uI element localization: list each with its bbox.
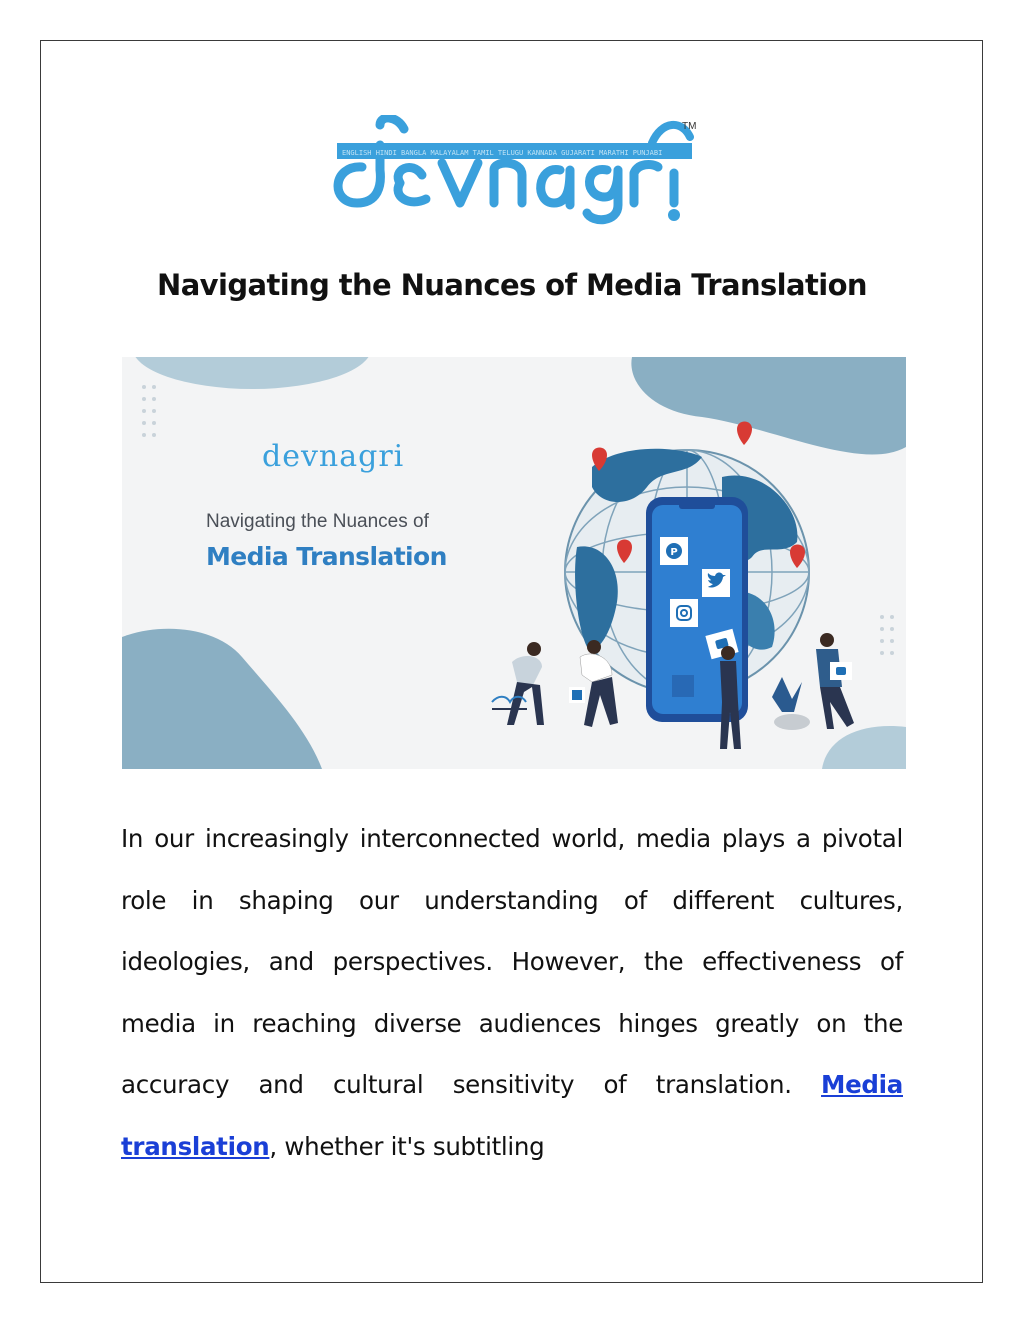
instagram-icon — [670, 599, 698, 627]
banner-headline: Media Translation — [206, 542, 447, 571]
facebook-icon — [569, 687, 585, 703]
trademark-mark: TM — [682, 121, 697, 132]
svg-text:ENGLISH HINDI BANGLA MALAYA: ENGLISH HINDI BANGLA MALAYALAM TAMIL TELUGU KANNADA GUJARATI MARATHI PUNJABI — [342, 149, 663, 157]
page-title: Navigating the Nuances of Media Translation — [157, 268, 867, 302]
body-text-after-link: , whether it's subtitling — [269, 1131, 545, 1161]
body-paragraph — [121, 808, 903, 1177]
devnagri-logo — [322, 115, 707, 230]
body-text-before-link: In our increasingly interconnected world, media plays a pivotal role in shaping our understanding of different cultures, ideologies, and perspectives. However, the effectiveness of media in reaching diverse audiences hinges greatly on the accuracy and cultural sensitivity of translation. — [121, 824, 903, 1099]
banner-logo: devnagri — [262, 439, 405, 474]
media-translation-link[interactable]: Media translation — [121, 1070, 903, 1161]
svg-text:P: P — [670, 547, 678, 558]
pinterest-icon — [660, 537, 688, 565]
twitter-icon — [702, 569, 730, 597]
banner-subtitle: Navigating the Nuances of — [206, 511, 429, 532]
banner-image — [122, 357, 906, 769]
